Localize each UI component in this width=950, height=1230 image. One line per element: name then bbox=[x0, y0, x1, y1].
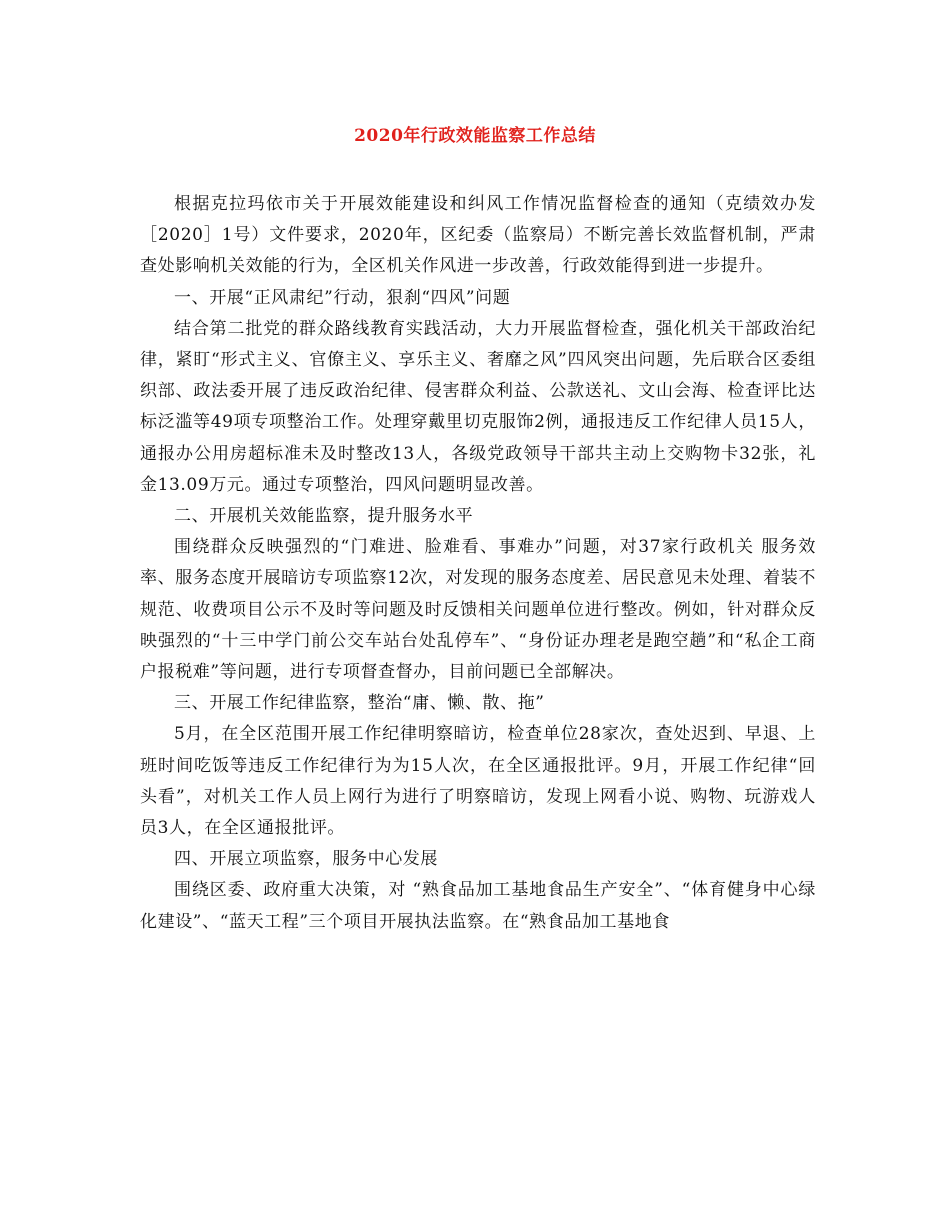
intro-paragraph: 根据克拉玛依市关于开展效能建设和纠风工作情况监督检查的通知（克绩效办发［2020］1号）文件要求，2020年，区纪委（监察局）不断完善长效监督机制，严肃查处影响机关效能的行为，全区机关作风进一步改善，行政效能得到进一步提升。 bbox=[140, 194, 816, 277]
section-paragraph-3: 5月，在全区范围开展工作纪律明察暗访，检查单位28家次，查处迟到、早退、上班时间吃饭等违反工作纪律行为为15人次，在全区通报批评。9月，开展工作纪律“回头看”，对机关工作人员上网行为进行了明察暗访，发现上网看小说、购物、玩游戏人员3人，在全区通报批评。 bbox=[140, 724, 816, 839]
section-heading-2: 二、开展机关效能监察，提升服务水平 bbox=[174, 506, 474, 527]
document-title: 2020年行政效能监察工作总结 bbox=[354, 126, 596, 146]
document-body bbox=[140, 189, 816, 938]
section-paragraph-1: 结合第二批党的群众路线教育实践活动，大力开展监督检查，强化机关干部政治纪律，紧盯“形式主义、官僚主义、享乐主义、奢靡之风”四风突出问题，先后联合区委组织部、政法委开展了违反政治纪律、侵害群众利益、公款送礼、文山会海、检查评比达标泛滥等49项专项整治工作。处理穿戴里切克服饰2例，通报违反工作纪律人员15人，通报办公用房超标准未及时整改13人，各级党政领导干部共主动上交购物卡32张，礼金13.09万元。通过专项整治，四风问题明显改善。 bbox=[140, 318, 816, 495]
section-paragraph-4: 围绕区委、政府重大决策，对 “熟食品加工基地食品生产安全”、“体育健身中心绿化建设”、“蓝天工程”三个项目开展执法监察。在“熟食品加工基地食 bbox=[140, 880, 816, 932]
section-paragraph-2: 围绕群众反映强烈的“门难进、脸难看、事难办”问题，对37家行政机关 服务效率、服务态度开展暗访专项监察12次，对发现的服务态度差、居民意见未处理、着装不规范、收费项目公示不及时等问题及时反馈相关问题单位进行整改。例如，针对群众反映强烈的“十三中学门前公交车站台处乱停车”、“身份证办理老是跑空趟”和“私企工商户报税难”等问题，进行专项督查督办，目前问题已全部解决。 bbox=[140, 537, 816, 683]
section-heading-1: 一、开展“正风肃纪”行动，狠刹“四风”问题 bbox=[174, 287, 511, 308]
section-heading-4: 四、开展立项监察，服务中心发展 bbox=[174, 849, 438, 870]
section-heading-3: 三、开展工作纪律监察，整治“庸、懒、散、拖” bbox=[174, 693, 545, 714]
